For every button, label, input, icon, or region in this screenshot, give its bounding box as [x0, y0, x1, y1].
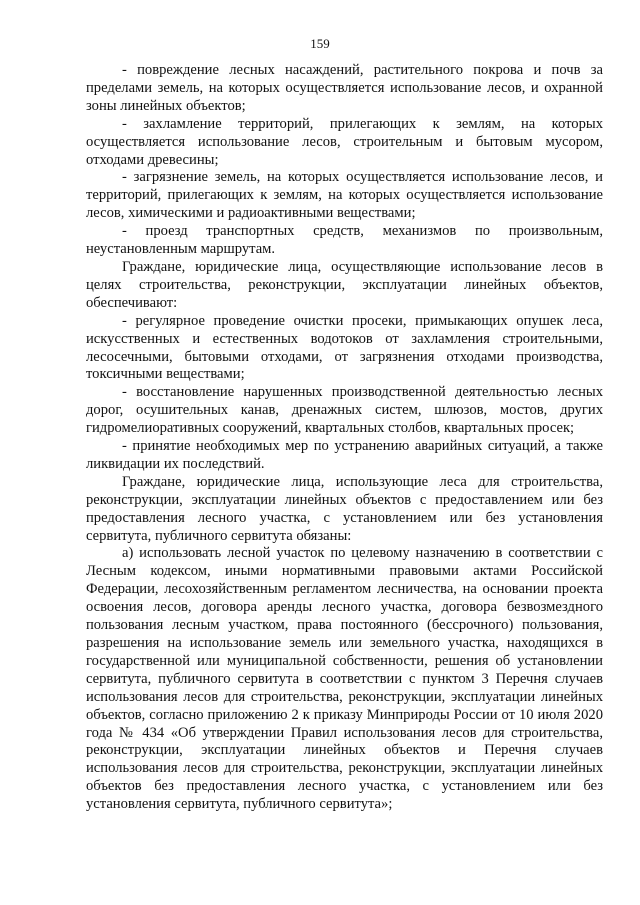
paragraph-littering: - захламление территорий, прилегающих к землям, на которых осуществляется использование лесов, строительным и бытовым мусором, отходами древесины;	[86, 115, 603, 168]
paragraph-item-a: а) использовать лесной участок по целевому назначению в соответствии с Лесным кодексом, иными нормативными правовыми актами Российской Федерации, лесохозяйственным регламентом лесничества, на основании проекта освоения лесов, договора аренды лесного участка, договора безвозмездного пользования лесным участком, права постоянного (бессрочного) пользования, разрешения на использование земель или земельного участка, находящихся в государственной или муниципальной собственности, решения об установлении сервитута, публичного сервитута в соответствии с пунктом 3 Перечня случаев использования лесов для строительства, реконструкции, эксплуатации линейных объектов, согласно приложению 2 к приказу Минприроды России от 10 июля 2020 года № 434 «Об утверждении Правил использования лесов для строительства, реконструкции, эксплуатации линейных объектов и Перечня случаев использования лесов для строительства, реконструкции, эксплуатации линейных объектов без предоставления лесного участка, с установлением или без установления сервитута, публичного сервитута»;	[86, 545, 603, 813]
paragraph-citizens-ensure: Граждане, юридические лица, осуществляющие использование лесов в целях строительства, реконструкции, эксплуатации линейных объектов, обеспечивают:	[86, 258, 603, 311]
paragraph-restoration: - восстановление нарушенных производственной деятельностью лесных дорог, осушительных канав, дренажных систем, шлюзов, мостов, других гидромелиоративных сооружений, квартальных столбов, квартальных просек;	[86, 384, 603, 437]
paragraph-vehicle-passage: - проезд транспортных средств, механизмов по произвольным, неустановленным маршрутам.	[86, 223, 603, 258]
paragraph-clearing-cutting: - регулярное проведение очистки просеки, примыкающих опушек леса, искусственных и естественных водотоков от захламления строительными, лесосечными, бытовыми отходами, от загрязнения отходами производства, токсичными веществами;	[86, 312, 603, 383]
body-text	[86, 62, 603, 814]
paragraph-damage-vegetation: - повреждение лесных насаждений, растительного покрова и почв за пределами земель, на которых осуществляется использование лесов, и охранной зоны линейных объектов;	[86, 62, 603, 114]
page-number: 159	[310, 36, 330, 51]
paragraph-emergency-measures: - принятие необходимых мер по устранению аварийных ситуаций, а также ликвидации их последствий.	[86, 438, 603, 472]
paragraph-pollution: - загрязнение земель, на которых осуществляется использование лесов, и территорий, прилегающих к землям, на которых осуществляется использование лесов, химическими и радиоактивными веществами;	[86, 169, 603, 222]
paragraph-citizens-obliged: Граждане, юридические лица, использующие леса для строительства, реконструкции, эксплуатации линейных объектов с предоставлением или без предоставления лесного участка, с установлением или без установления сервитута, публичного сервитута обязаны:	[86, 473, 603, 544]
